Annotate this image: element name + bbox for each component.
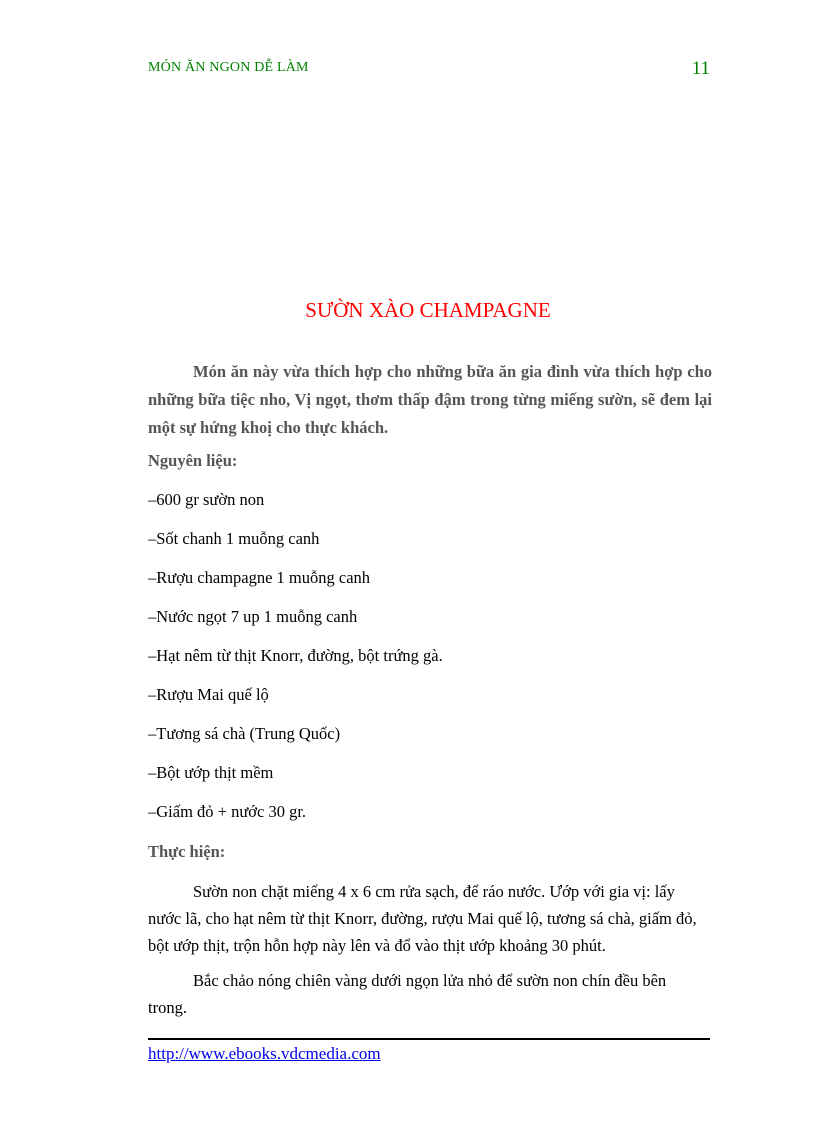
ingredient-item: –Hạt nêm từ thịt Knorr, đường, bột trứng gà.	[148, 646, 443, 665]
ingredient-item: –Giấm đỏ + nước 30 gr.	[148, 802, 307, 821]
ingredients-heading: Nguyên liệu:	[148, 451, 238, 470]
step-paragraph: Sườn non chặt miếng 4 x 6 cm rửa sạch, để ráo nước. Ướp với gia vị: lấy nước lã, cho hạt nêm từ thịt Knorr, đường, rượu Mai quế lộ, tương sá chà, giấm đỏ, bột ướp thịt, trộn hỗn hợp này lên và đổ vào thịt ướp khoảng 30 phút.	[148, 882, 697, 955]
step-paragraph: Bắc chảo nóng chiên vàng dưới ngọn lửa nhỏ để sườn non chín đều bên trong.	[148, 971, 667, 1017]
ingredients-list	[148, 489, 443, 840]
ingredient-item: –Bột ướp thịt mềm	[148, 763, 274, 782]
recipe-title: SƯỜN XÀO CHAMPAGNE	[305, 298, 551, 322]
ingredient-item: –Sốt chanh 1 muỗng canh	[148, 529, 320, 548]
page-number: 11	[691, 58, 710, 79]
ingredient-item: –Rượu champagne 1 muỗng canh	[148, 568, 371, 587]
ingredient-item: –600 gr sườn non	[148, 490, 265, 509]
ingredient-item: –Rượu Mai quế lộ	[148, 685, 269, 704]
footer-divider	[148, 1038, 710, 1040]
ingredient-item: –Tương sá chà (Trung Quốc)	[148, 724, 341, 743]
footer-url-link[interactable]: http://www.ebooks.vdcmedia.com	[148, 1044, 381, 1063]
book-title: MÓN ĂN NGON DỄ LÀM	[148, 60, 309, 75]
recipe-intro: Món ăn này vừa thích hợp cho những bữa ăn gia đình vừa thích hợp cho những bữa tiệc nho, Vị ngọt, thơm thấp đậm trong từng miếng sườn, sẽ đem lại một sự hứng khoị cho thực khách.	[148, 362, 712, 437]
steps-heading: Thực hiện:	[148, 842, 226, 861]
ingredient-item: –Nước ngọt 7 up 1 muỗng canh	[148, 607, 358, 626]
